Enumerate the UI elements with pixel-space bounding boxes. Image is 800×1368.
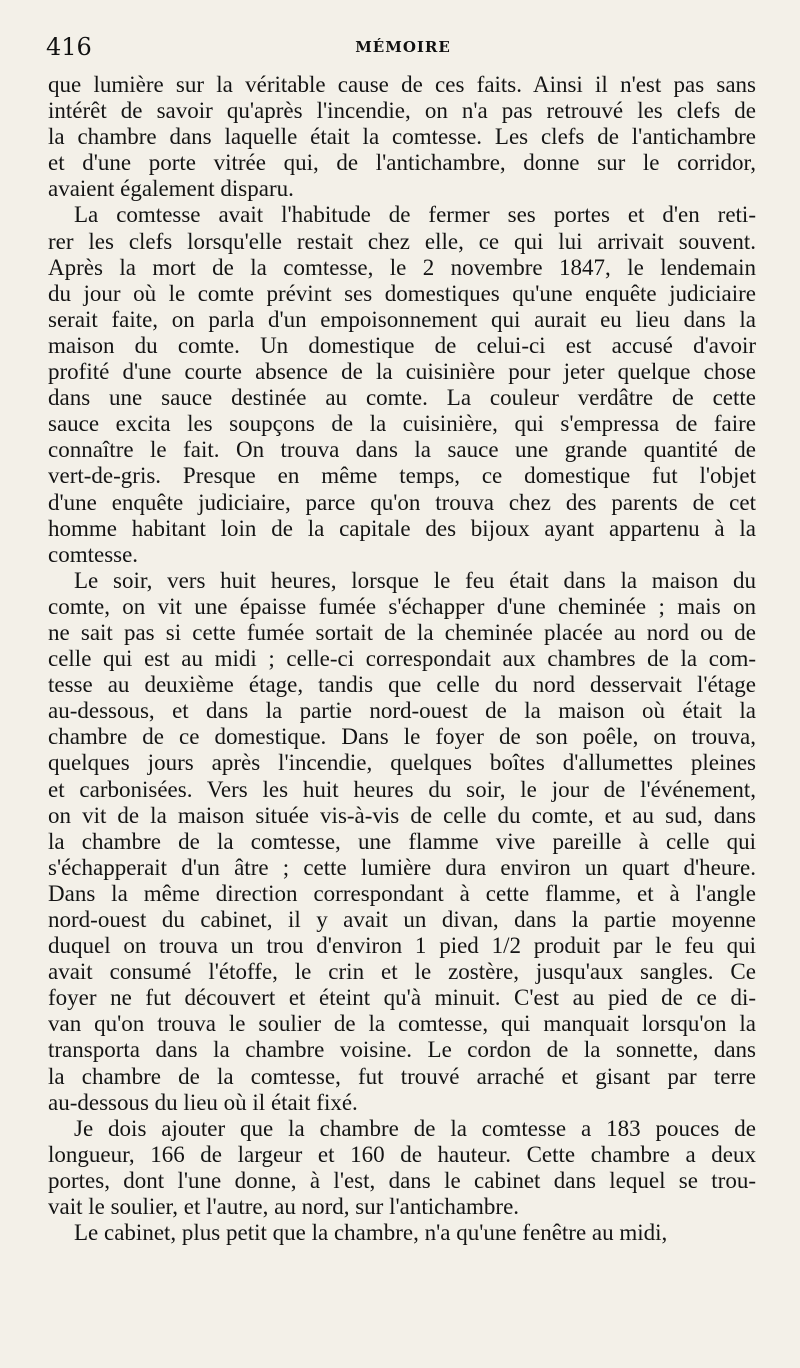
text-line: Le soir, vers huit heures, lorsque le feu était dans la maison du <box>74 567 756 593</box>
text-line: avait consumé l'étoffe, le crin et le zostère, jusqu'aux sangles. Ce <box>48 959 756 985</box>
text-line: et d'une porte vitrée qui, de l'antichambre, donne sur le corridor, <box>48 150 756 176</box>
text-line: portes, dont l'une donne, à l'est, dans le cabinet dans lequel se trou- <box>48 1167 756 1193</box>
text-line: la chambre dans laquelle était la comtesse. Les clefs de l'antichambre <box>48 124 756 150</box>
paragraph <box>48 1116 756 1220</box>
text-line: avaient également disparu. <box>48 176 294 202</box>
page-header <box>46 30 760 64</box>
text-line: vert-de-gris. Presque en même temps, ce domestique fut l'objet <box>48 463 756 489</box>
text-line: transporta dans la chambre voisine. Le cordon de la sonnette, dans <box>48 1037 756 1063</box>
text-line: vait le soulier, et l'autre, au nord, sur l'antichambre. <box>48 1194 520 1220</box>
paragraph <box>48 202 756 567</box>
text-line: du jour où le comte prévint ses domestiques qu'une enquête judiciaire <box>48 280 756 306</box>
text-line: au-dessous du lieu où il était fixé. <box>48 1089 358 1115</box>
text-line: La comtesse avait l'habitude de fermer ses portes et d'en reti- <box>74 202 756 228</box>
paragraph <box>48 1220 756 1246</box>
text-line: celle qui est au midi ; celle-ci correspondait aux chambres de la com- <box>48 646 756 672</box>
text-line: rer les clefs lorsqu'elle restait chez elle, ce qui lui arrivait souvent. <box>48 228 756 254</box>
text-line: comtesse. <box>48 541 139 567</box>
text-line: s'échapperait d'un âtre ; cette lumière dura environ un quart d'heure. <box>48 854 756 880</box>
text-line: quelques jours après l'incendie, quelques boîtes d'allumettes pleines <box>48 750 756 776</box>
text-line: homme habitant loin de la capitale des bijoux ayant appartenu à la <box>48 515 756 541</box>
text-line: chambre de ce domestique. Dans le foyer de son poêle, on trouva, <box>48 724 756 750</box>
paragraph <box>48 72 756 202</box>
text-line: Le cabinet, plus petit que la chambre, n'a qu'une fenêtre au midi, <box>74 1220 668 1246</box>
text-line: Je dois ajouter que la chambre de la comtesse a 183 pouces de <box>74 1115 756 1141</box>
text-line: tesse au deuxième étage, tandis que celle du nord desservait l'étage <box>48 672 756 698</box>
text-line: sauce excita les soupçons de la cuisinière, qui s'empressa de faire <box>48 411 756 437</box>
text-line: intérêt de savoir qu'après l'incendie, on n'a pas retrouvé les clefs de <box>48 98 756 124</box>
text-line: la chambre de la comtesse, une flamme vive pareille à celle qui <box>48 828 756 854</box>
text-line: van qu'on trouva le soulier de la comtesse, qui manquait lorsqu'on la <box>48 1011 756 1037</box>
text-line: ne sait pas si cette fumée sortait de la cheminée placée au nord ou de <box>48 619 756 645</box>
text-line: comte, on vit une épaisse fumée s'échapper d'une cheminée ; mais on <box>48 593 756 619</box>
text-line: au-dessous, et dans la partie nord-ouest de la maison où était la <box>48 698 756 724</box>
running-title: MÉMOIRE <box>355 38 451 56</box>
paragraph <box>48 568 756 1116</box>
text-line: et carbonisées. Vers les huit heures du soir, le jour de l'événement, <box>48 776 756 802</box>
text-line: dans une sauce destinée au comte. La couleur verdâtre de cette <box>48 385 756 411</box>
text-line: maison du comte. Un domestique de celui-ci est accusé d'avoir <box>48 332 756 358</box>
body-text <box>48 72 756 1246</box>
text-line: duquel on trouva un trou d'environ 1 pied 1/2 produit par le feu qui <box>48 933 756 959</box>
text-line: serait faite, on parla d'un empoisonnement qui aurait eu lieu dans la <box>48 306 756 332</box>
text-line: que lumière sur la véritable cause de ces faits. Ainsi il n'est pas sans <box>48 72 756 97</box>
text-line: profité d'une courte absence de la cuisinière pour jeter quelque chose <box>48 359 756 385</box>
text-line: connaître le fait. On trouva dans la sauce une grande quantité de <box>48 437 756 463</box>
page-number: 416 <box>46 33 92 61</box>
text-line: Après la mort de la comtesse, le 2 novembre 1847, le lendemain <box>48 254 756 280</box>
text-line: d'une enquête judiciaire, parce qu'on trouva chez des parents de cet <box>48 489 756 515</box>
text-line: foyer ne fut découvert et éteint qu'à minuit. C'est au pied de ce di- <box>48 985 756 1011</box>
text-line: nord-ouest du cabinet, il y avait un divan, dans la partie moyenne <box>48 907 756 932</box>
text-line: on vit de la maison située vis-à-vis de celle du comte, et au sud, dans <box>48 802 756 828</box>
text-line: la chambre de la comtesse, fut trouvé arraché et gisant par terre <box>48 1063 756 1089</box>
text-line: Dans la même direction correspondant à cette flamme, et à l'angle <box>48 880 756 906</box>
text-line: longueur, 166 de largeur et 160 de hauteur. Cette chambre a deux <box>48 1141 756 1167</box>
